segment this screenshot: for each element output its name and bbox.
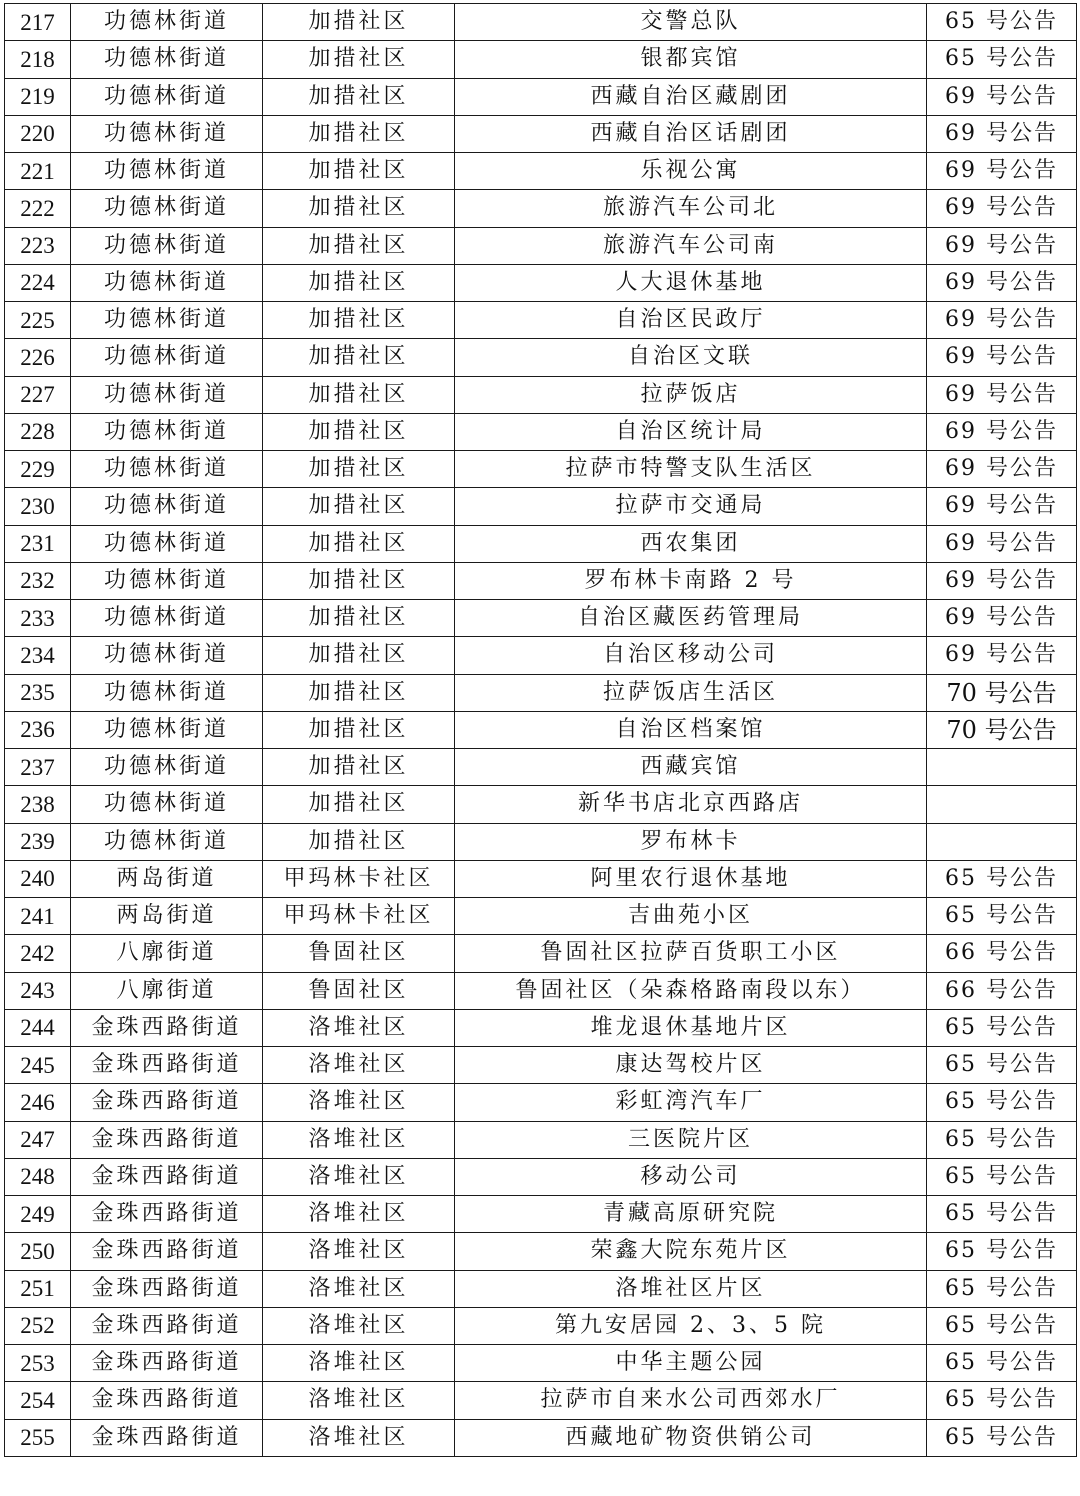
row-number-cell: 239 — [5, 823, 71, 860]
notice-cell: 69 号公告 — [927, 302, 1077, 339]
area-name-cell: 交警总队 — [455, 4, 927, 41]
table-row — [5, 711, 1077, 748]
community-cell: 加措社区 — [263, 637, 455, 674]
notice-cell: 69 号公告 — [927, 78, 1077, 115]
community-cell: 加措社区 — [263, 264, 455, 301]
notice-cell: 65 号公告 — [927, 860, 1077, 897]
notice-cell: 65 号公告 — [927, 1047, 1077, 1084]
street-cell: 功德林街道 — [71, 153, 263, 190]
table-row — [5, 4, 1077, 41]
row-number-cell: 229 — [5, 451, 71, 488]
row-number-cell: 222 — [5, 190, 71, 227]
area-name-cell: 人大退休基地 — [455, 264, 927, 301]
area-name-cell: 西藏自治区话剧团 — [455, 115, 927, 152]
street-cell: 金珠西路街道 — [71, 1084, 263, 1121]
row-number-cell: 251 — [5, 1270, 71, 1307]
table-row — [5, 302, 1077, 339]
row-number-cell: 225 — [5, 302, 71, 339]
row-number-cell: 238 — [5, 786, 71, 823]
area-name-cell: 中华主题公园 — [455, 1345, 927, 1382]
community-cell: 洛堆社区 — [263, 1196, 455, 1233]
table-row — [5, 264, 1077, 301]
community-cell: 洛堆社区 — [263, 1270, 455, 1307]
street-cell: 功德林街道 — [71, 562, 263, 599]
community-cell: 鲁固社区 — [263, 935, 455, 972]
area-name-cell: 堆龙退休基地片区 — [455, 1009, 927, 1046]
notice-cell: 69 号公告 — [927, 600, 1077, 637]
community-cell: 甲玛林卡社区 — [263, 898, 455, 935]
area-name-cell: 罗布林卡南路 2 号 — [455, 562, 927, 599]
area-name-cell: 拉萨饭店 — [455, 376, 927, 413]
notice-cell: 69 号公告 — [927, 190, 1077, 227]
street-cell: 功德林街道 — [71, 78, 263, 115]
notice-cell: 69 号公告 — [927, 115, 1077, 152]
table-row — [5, 115, 1077, 152]
street-cell: 功德林街道 — [71, 4, 263, 41]
street-cell: 八廓街道 — [71, 935, 263, 972]
area-name-cell: 乐视公寓 — [455, 153, 927, 190]
table-row — [5, 376, 1077, 413]
street-cell: 功德林街道 — [71, 711, 263, 748]
community-cell: 加措社区 — [263, 302, 455, 339]
table-row — [5, 637, 1077, 674]
table-row — [5, 41, 1077, 78]
street-cell: 金珠西路街道 — [71, 1307, 263, 1344]
notice-cell: 70 号公告 — [927, 711, 1077, 748]
street-cell: 功德林街道 — [71, 600, 263, 637]
community-cell: 加措社区 — [263, 488, 455, 525]
notice-cell: 65 号公告 — [927, 1382, 1077, 1419]
area-name-cell: 银都宾馆 — [455, 41, 927, 78]
notice-cell — [927, 786, 1077, 823]
notice-cell: 65 号公告 — [927, 1270, 1077, 1307]
area-name-cell: 拉萨饭店生活区 — [455, 674, 927, 711]
street-cell: 功德林街道 — [71, 451, 263, 488]
row-number-cell: 247 — [5, 1121, 71, 1158]
table-row — [5, 488, 1077, 525]
table-row — [5, 786, 1077, 823]
table-row — [5, 1158, 1077, 1195]
row-number-cell: 233 — [5, 600, 71, 637]
notice-cell: 69 号公告 — [927, 637, 1077, 674]
community-cell: 洛堆社区 — [263, 1009, 455, 1046]
notice-cell: 69 号公告 — [927, 525, 1077, 562]
notice-cell — [927, 749, 1077, 786]
row-number-cell: 253 — [5, 1345, 71, 1382]
notice-cell: 69 号公告 — [927, 227, 1077, 264]
row-number-cell: 243 — [5, 972, 71, 1009]
community-cell: 洛堆社区 — [263, 1121, 455, 1158]
notice-cell: 65 号公告 — [927, 1233, 1077, 1270]
area-name-cell: 西藏自治区藏剧团 — [455, 78, 927, 115]
area-name-cell: 自治区档案馆 — [455, 711, 927, 748]
community-cell: 加措社区 — [263, 78, 455, 115]
area-name-cell: 彩虹湾汽车厂 — [455, 1084, 927, 1121]
street-cell: 功德林街道 — [71, 749, 263, 786]
row-number-cell: 249 — [5, 1196, 71, 1233]
community-cell: 加措社区 — [263, 749, 455, 786]
area-name-cell: 罗布林卡 — [455, 823, 927, 860]
community-cell: 洛堆社区 — [263, 1345, 455, 1382]
table-row — [5, 190, 1077, 227]
community-cell: 鲁固社区 — [263, 972, 455, 1009]
row-number-cell: 217 — [5, 4, 71, 41]
community-cell: 加措社区 — [263, 339, 455, 376]
street-cell: 功德林街道 — [71, 488, 263, 525]
area-name-cell: 西藏宾馆 — [455, 749, 927, 786]
area-name-cell: 阿里农行退休基地 — [455, 860, 927, 897]
table-row — [5, 525, 1077, 562]
area-name-cell: 西藏地矿物资供销公司 — [455, 1419, 927, 1456]
row-number-cell: 240 — [5, 860, 71, 897]
row-number-cell: 234 — [5, 637, 71, 674]
area-name-cell: 三医院片区 — [455, 1121, 927, 1158]
community-cell: 加措社区 — [263, 525, 455, 562]
table-row — [5, 1233, 1077, 1270]
table-row — [5, 1047, 1077, 1084]
table-row — [5, 153, 1077, 190]
row-number-cell: 245 — [5, 1047, 71, 1084]
row-number-cell: 227 — [5, 376, 71, 413]
street-cell: 八廓街道 — [71, 972, 263, 1009]
notice-cell: 65 号公告 — [927, 1084, 1077, 1121]
area-name-cell: 拉萨市自来水公司西郊水厂 — [455, 1382, 927, 1419]
street-cell: 功德林街道 — [71, 525, 263, 562]
area-name-cell: 自治区民政厅 — [455, 302, 927, 339]
notice-cell: 65 号公告 — [927, 41, 1077, 78]
table-row — [5, 674, 1077, 711]
row-number-cell: 244 — [5, 1009, 71, 1046]
area-name-cell: 西农集团 — [455, 525, 927, 562]
community-cell: 洛堆社区 — [263, 1233, 455, 1270]
area-name-cell: 自治区文联 — [455, 339, 927, 376]
table-row — [5, 1382, 1077, 1419]
area-name-cell: 旅游汽车公司南 — [455, 227, 927, 264]
notice-cell: 69 号公告 — [927, 264, 1077, 301]
notice-cell: 65 号公告 — [927, 1009, 1077, 1046]
table-row — [5, 1345, 1077, 1382]
area-name-cell: 拉萨市特警支队生活区 — [455, 451, 927, 488]
notice-cell: 65 号公告 — [927, 898, 1077, 935]
table-row — [5, 339, 1077, 376]
area-name-cell: 自治区移动公司 — [455, 637, 927, 674]
table-row — [5, 78, 1077, 115]
table-row — [5, 860, 1077, 897]
notice-cell: 65 号公告 — [927, 1419, 1077, 1456]
notice-cell — [927, 823, 1077, 860]
community-cell: 洛堆社区 — [263, 1158, 455, 1195]
street-cell: 金珠西路街道 — [71, 1270, 263, 1307]
community-cell: 加措社区 — [263, 823, 455, 860]
table-row — [5, 1084, 1077, 1121]
notice-cell: 70 号公告 — [927, 674, 1077, 711]
street-cell: 功德林街道 — [71, 637, 263, 674]
street-cell: 功德林街道 — [71, 674, 263, 711]
street-cell: 两岛街道 — [71, 898, 263, 935]
street-cell: 金珠西路街道 — [71, 1121, 263, 1158]
notice-cell: 69 号公告 — [927, 376, 1077, 413]
notice-cell: 65 号公告 — [927, 1196, 1077, 1233]
row-number-cell: 220 — [5, 115, 71, 152]
table-row — [5, 898, 1077, 935]
street-cell: 功德林街道 — [71, 786, 263, 823]
row-number-cell: 250 — [5, 1233, 71, 1270]
area-name-cell: 鲁固社区（朵森格路南段以东） — [455, 972, 927, 1009]
area-name-cell: 自治区统计局 — [455, 413, 927, 450]
table-row — [5, 749, 1077, 786]
notice-cell: 65 号公告 — [927, 1121, 1077, 1158]
row-number-cell: 236 — [5, 711, 71, 748]
row-number-cell: 248 — [5, 1158, 71, 1195]
row-number-cell: 254 — [5, 1382, 71, 1419]
row-number-cell: 232 — [5, 562, 71, 599]
area-name-cell: 自治区藏医药管理局 — [455, 600, 927, 637]
row-number-cell: 252 — [5, 1307, 71, 1344]
area-name-cell: 新华书店北京西路店 — [455, 786, 927, 823]
community-cell: 加措社区 — [263, 153, 455, 190]
row-number-cell: 223 — [5, 227, 71, 264]
area-name-cell: 移动公司 — [455, 1158, 927, 1195]
area-name-cell: 康达驾校片区 — [455, 1047, 927, 1084]
community-cell: 加措社区 — [263, 711, 455, 748]
street-cell: 金珠西路街道 — [71, 1233, 263, 1270]
notice-cell: 69 号公告 — [927, 488, 1077, 525]
notice-cell: 69 号公告 — [927, 339, 1077, 376]
notice-cell: 66 号公告 — [927, 935, 1077, 972]
row-number-cell: 221 — [5, 153, 71, 190]
table-row — [5, 1307, 1077, 1344]
street-cell: 功德林街道 — [71, 339, 263, 376]
community-cell: 洛堆社区 — [263, 1382, 455, 1419]
row-number-cell: 218 — [5, 41, 71, 78]
street-cell: 功德林街道 — [71, 302, 263, 339]
community-cell: 加措社区 — [263, 376, 455, 413]
community-cell: 加措社区 — [263, 190, 455, 227]
table-row — [5, 935, 1077, 972]
table-row — [5, 823, 1077, 860]
community-cell: 洛堆社区 — [263, 1419, 455, 1456]
community-cell: 加措社区 — [263, 600, 455, 637]
community-cell: 加措社区 — [263, 786, 455, 823]
notice-table-container — [4, 3, 1076, 1457]
area-name-cell: 青藏高原研究院 — [455, 1196, 927, 1233]
row-number-cell: 246 — [5, 1084, 71, 1121]
row-number-cell: 224 — [5, 264, 71, 301]
community-cell: 甲玛林卡社区 — [263, 860, 455, 897]
table-row — [5, 1270, 1077, 1307]
table-row — [5, 1121, 1077, 1158]
street-cell: 金珠西路街道 — [71, 1419, 263, 1456]
notice-cell: 69 号公告 — [927, 153, 1077, 190]
area-name-cell: 旅游汽车公司北 — [455, 190, 927, 227]
notice-cell: 65 号公告 — [927, 1345, 1077, 1382]
table-row — [5, 600, 1077, 637]
street-cell: 金珠西路街道 — [71, 1158, 263, 1195]
street-cell: 功德林街道 — [71, 227, 263, 264]
area-name-cell: 拉萨市交通局 — [455, 488, 927, 525]
community-cell: 加措社区 — [263, 451, 455, 488]
area-name-cell: 第九安居园 2、3、5 院 — [455, 1307, 927, 1344]
street-cell: 功德林街道 — [71, 376, 263, 413]
area-name-cell: 荣鑫大院东苑片区 — [455, 1233, 927, 1270]
table-row — [5, 227, 1077, 264]
street-cell: 功德林街道 — [71, 115, 263, 152]
community-cell: 加措社区 — [263, 227, 455, 264]
notice-cell: 65 号公告 — [927, 1158, 1077, 1195]
street-cell: 功德林街道 — [71, 41, 263, 78]
street-cell: 金珠西路街道 — [71, 1345, 263, 1382]
community-cell: 加措社区 — [263, 413, 455, 450]
notice-cell: 69 号公告 — [927, 451, 1077, 488]
street-cell: 功德林街道 — [71, 823, 263, 860]
street-cell: 金珠西路街道 — [71, 1009, 263, 1046]
street-cell: 金珠西路街道 — [71, 1196, 263, 1233]
row-number-cell: 231 — [5, 525, 71, 562]
street-cell: 功德林街道 — [71, 190, 263, 227]
notice-cell: 65 号公告 — [927, 4, 1077, 41]
area-notice-table — [4, 3, 1077, 1457]
table-row — [5, 1419, 1077, 1456]
notice-cell: 69 号公告 — [927, 413, 1077, 450]
notice-cell: 65 号公告 — [927, 1307, 1077, 1344]
table-row — [5, 1196, 1077, 1233]
community-cell: 洛堆社区 — [263, 1084, 455, 1121]
notice-cell: 69 号公告 — [927, 562, 1077, 599]
area-name-cell: 鲁固社区拉萨百货职工小区 — [455, 935, 927, 972]
street-cell: 两岛街道 — [71, 860, 263, 897]
table-row — [5, 413, 1077, 450]
community-cell: 洛堆社区 — [263, 1047, 455, 1084]
table-row — [5, 562, 1077, 599]
row-number-cell: 230 — [5, 488, 71, 525]
row-number-cell: 242 — [5, 935, 71, 972]
table-row — [5, 1009, 1077, 1046]
community-cell: 洛堆社区 — [263, 1307, 455, 1344]
row-number-cell: 219 — [5, 78, 71, 115]
row-number-cell: 228 — [5, 413, 71, 450]
area-name-cell: 吉曲苑小区 — [455, 898, 927, 935]
street-cell: 金珠西路街道 — [71, 1382, 263, 1419]
community-cell: 加措社区 — [263, 674, 455, 711]
table-row — [5, 972, 1077, 1009]
community-cell: 加措社区 — [263, 41, 455, 78]
row-number-cell: 226 — [5, 339, 71, 376]
area-name-cell: 洛堆社区片区 — [455, 1270, 927, 1307]
community-cell: 加措社区 — [263, 4, 455, 41]
table-body — [5, 4, 1077, 1457]
community-cell: 加措社区 — [263, 115, 455, 152]
table-row — [5, 451, 1077, 488]
row-number-cell: 255 — [5, 1419, 71, 1456]
row-number-cell: 241 — [5, 898, 71, 935]
community-cell: 加措社区 — [263, 562, 455, 599]
street-cell: 金珠西路街道 — [71, 1047, 263, 1084]
street-cell: 功德林街道 — [71, 413, 263, 450]
row-number-cell: 237 — [5, 749, 71, 786]
row-number-cell: 235 — [5, 674, 71, 711]
notice-cell: 66 号公告 — [927, 972, 1077, 1009]
street-cell: 功德林街道 — [71, 264, 263, 301]
